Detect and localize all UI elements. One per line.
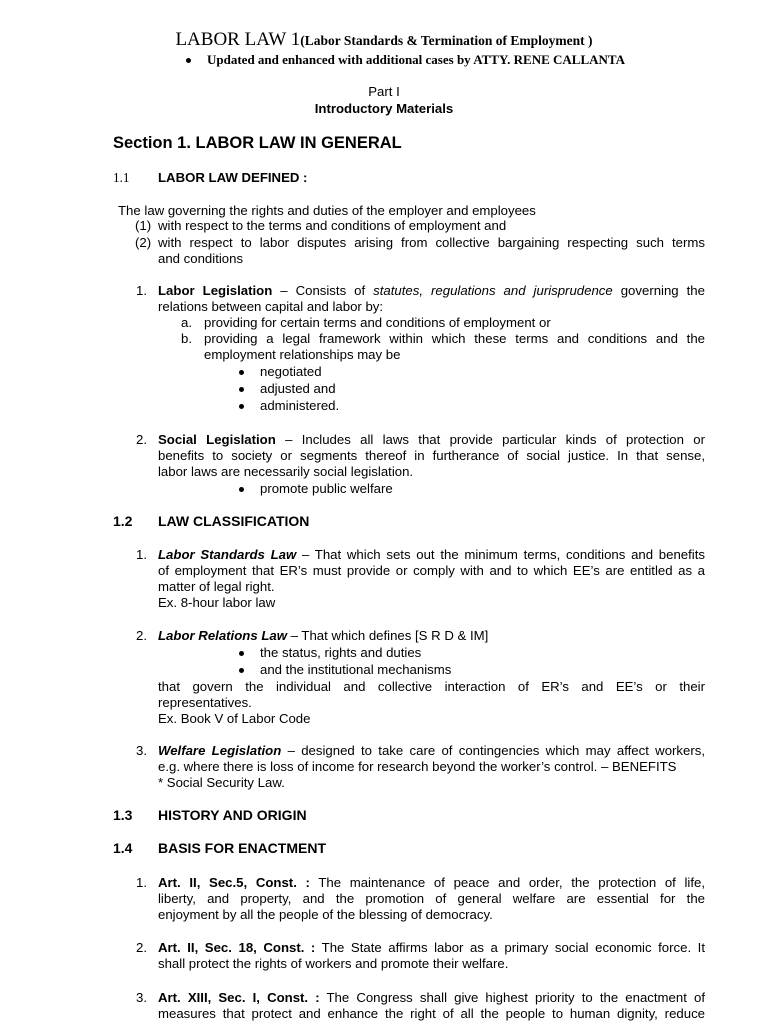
list-item	[158, 990, 705, 1006]
title-main: LABOR LAW 1	[175, 29, 301, 50]
bullet-text: administered.	[260, 398, 340, 413]
list-number: 3.	[136, 990, 147, 1005]
text: – That which sets out the minimum terms, conditions and benefits	[296, 547, 705, 562]
text: – designed to take care of contingencies which may affect workers,	[281, 743, 706, 758]
list-item	[239, 662, 451, 678]
list-number: 1.	[136, 283, 147, 298]
list-item	[239, 364, 322, 380]
subsection-number: 1.2	[113, 513, 133, 529]
list-item-cont: that govern the individual and collective interaction of ER’s and EE’s or their	[158, 679, 705, 694]
definition-item-num: (1)	[135, 218, 152, 233]
text: The State affirms labor as a primary social economic force. It	[315, 940, 705, 955]
bullet-text: and the institutional mechanisms	[260, 662, 452, 677]
list-item-cont: enjoyment by all the people of the blessing of democracy.	[158, 907, 493, 922]
article-ref: Art. II, Sec.5, Const. :	[158, 875, 310, 890]
list-item	[158, 547, 705, 563]
bullet-icon	[239, 387, 244, 392]
term: Social Legislation	[158, 432, 276, 447]
text: – Includes all laws that provide particular kinds of protection or	[275, 432, 705, 447]
definition-intro: The law governing the rights and duties of the employer and employees	[118, 203, 536, 218]
subsection-number: 1.4	[113, 840, 133, 856]
list-item	[239, 381, 336, 397]
example: Ex. 8-hour labor law	[158, 595, 276, 610]
bullet-icon	[239, 404, 244, 409]
bullet-text: negotiated	[260, 364, 322, 379]
list-item-cont: labor laws are necessarily social legislation.	[158, 464, 414, 479]
example: Ex. Book V of Labor Code	[158, 711, 311, 726]
text: The maintenance of peace and order, the protection of life,	[309, 875, 706, 890]
list-item	[158, 875, 705, 891]
list-item-cont: representatives.	[158, 695, 252, 710]
definition-item-num: (2)	[135, 235, 152, 250]
list-number: 3.	[136, 743, 147, 758]
subsection-number: 1.3	[113, 807, 133, 823]
list-number: 1.	[136, 875, 147, 890]
subsection-number: 1.1	[113, 170, 130, 185]
section-heading: Section 1. LABOR LAW IN GENERAL	[113, 134, 402, 152]
bullet-icon	[186, 58, 191, 63]
part-title: Introductory Materials	[314, 101, 454, 116]
list-number: 1.	[136, 547, 147, 562]
update-note-text: Updated and enhanced with additional cases by ATTY. RENE CALLANTA	[207, 52, 626, 67]
sub-item: providing for certain terms and conditions of employment or	[204, 315, 551, 330]
text: The Congress shall give highest priority to the enactment of	[319, 990, 705, 1005]
list-item-cont: relations between capital and labor by:	[158, 299, 384, 314]
text-italic: statutes, regulations and jurisprudence	[373, 283, 613, 298]
list-item	[158, 432, 705, 448]
list-item-cont: liberty, and property, and the promotion of general welfare are essential for the	[158, 891, 705, 906]
term: Welfare Legislation	[158, 743, 282, 758]
bullet-icon	[239, 651, 244, 656]
text: – That which defines [S R D & IM]	[286, 628, 489, 643]
list-item-cont: matter of legal right.	[158, 579, 275, 594]
list-item	[158, 743, 705, 759]
list-item	[239, 398, 339, 414]
part-label: Part I	[368, 84, 400, 99]
list-item-cont: of employment that ER’s must provide or comply with and to which EE’s are entitled as a	[158, 563, 705, 578]
article-ref: Art. II, Sec. 18, Const. :	[158, 940, 316, 955]
definition-item: with respect to the terms and conditions of employment and	[158, 218, 507, 233]
list-item-cont: * Social Security Law.	[158, 775, 285, 790]
article-ref: Art. XIII, Sec. I, Const. :	[158, 990, 320, 1005]
list-item-cont: measures that protect and enhance the right of all the people to human dignity, reduce	[158, 1006, 705, 1021]
subsection-title: HISTORY AND ORIGIN	[158, 807, 307, 823]
list-item	[158, 628, 488, 644]
list-letter: a.	[181, 315, 192, 330]
text: – Consists of	[272, 283, 374, 298]
list-item-cont: benefits to society or segments thereof in furtherance of social justice. In that sense,	[158, 448, 705, 463]
bullet-icon	[239, 487, 244, 492]
definition-item-cont: and conditions	[158, 251, 244, 266]
bullet-text: promote public welfare	[260, 481, 393, 496]
term: Labor Relations Law	[158, 628, 287, 643]
definition-item: with respect to labor disputes arising from collective bargaining respecting such terms	[158, 235, 705, 250]
list-item-cont: e.g. where there is loss of income for research beyond the worker’s control. – BENEFITS	[158, 759, 677, 774]
bullet-text: the status, rights and duties	[260, 645, 422, 660]
term: Labor Legislation	[158, 283, 273, 298]
list-number: 2.	[136, 940, 147, 955]
list-item	[239, 481, 393, 497]
list-item	[158, 940, 705, 956]
bullet-icon	[239, 668, 244, 673]
subsection-title: BASIS FOR ENACTMENT	[158, 840, 326, 856]
list-item	[158, 283, 705, 299]
term: Labor Standards Law	[158, 547, 297, 562]
list-number: 2.	[136, 628, 147, 643]
list-number: 2.	[136, 432, 147, 447]
document-title	[0, 29, 768, 52]
update-note	[186, 52, 625, 68]
subsection-title: LAW CLASSIFICATION	[158, 513, 310, 529]
title-sub: (Labor Standards & Termination of Employment )	[300, 33, 593, 48]
list-item	[239, 645, 421, 661]
sub-item: providing a legal framework within which these terms and conditions and the	[204, 331, 705, 346]
list-item-cont: shall protect the rights of workers and promote their welfare.	[158, 956, 509, 971]
text: governing the	[612, 283, 705, 298]
bullet-text: adjusted and	[260, 381, 336, 396]
bullet-icon	[239, 370, 244, 375]
sub-item-cont: employment relationships may be	[204, 347, 401, 362]
list-letter: b.	[181, 331, 192, 346]
subsection-title: LABOR LAW DEFINED :	[158, 170, 308, 185]
